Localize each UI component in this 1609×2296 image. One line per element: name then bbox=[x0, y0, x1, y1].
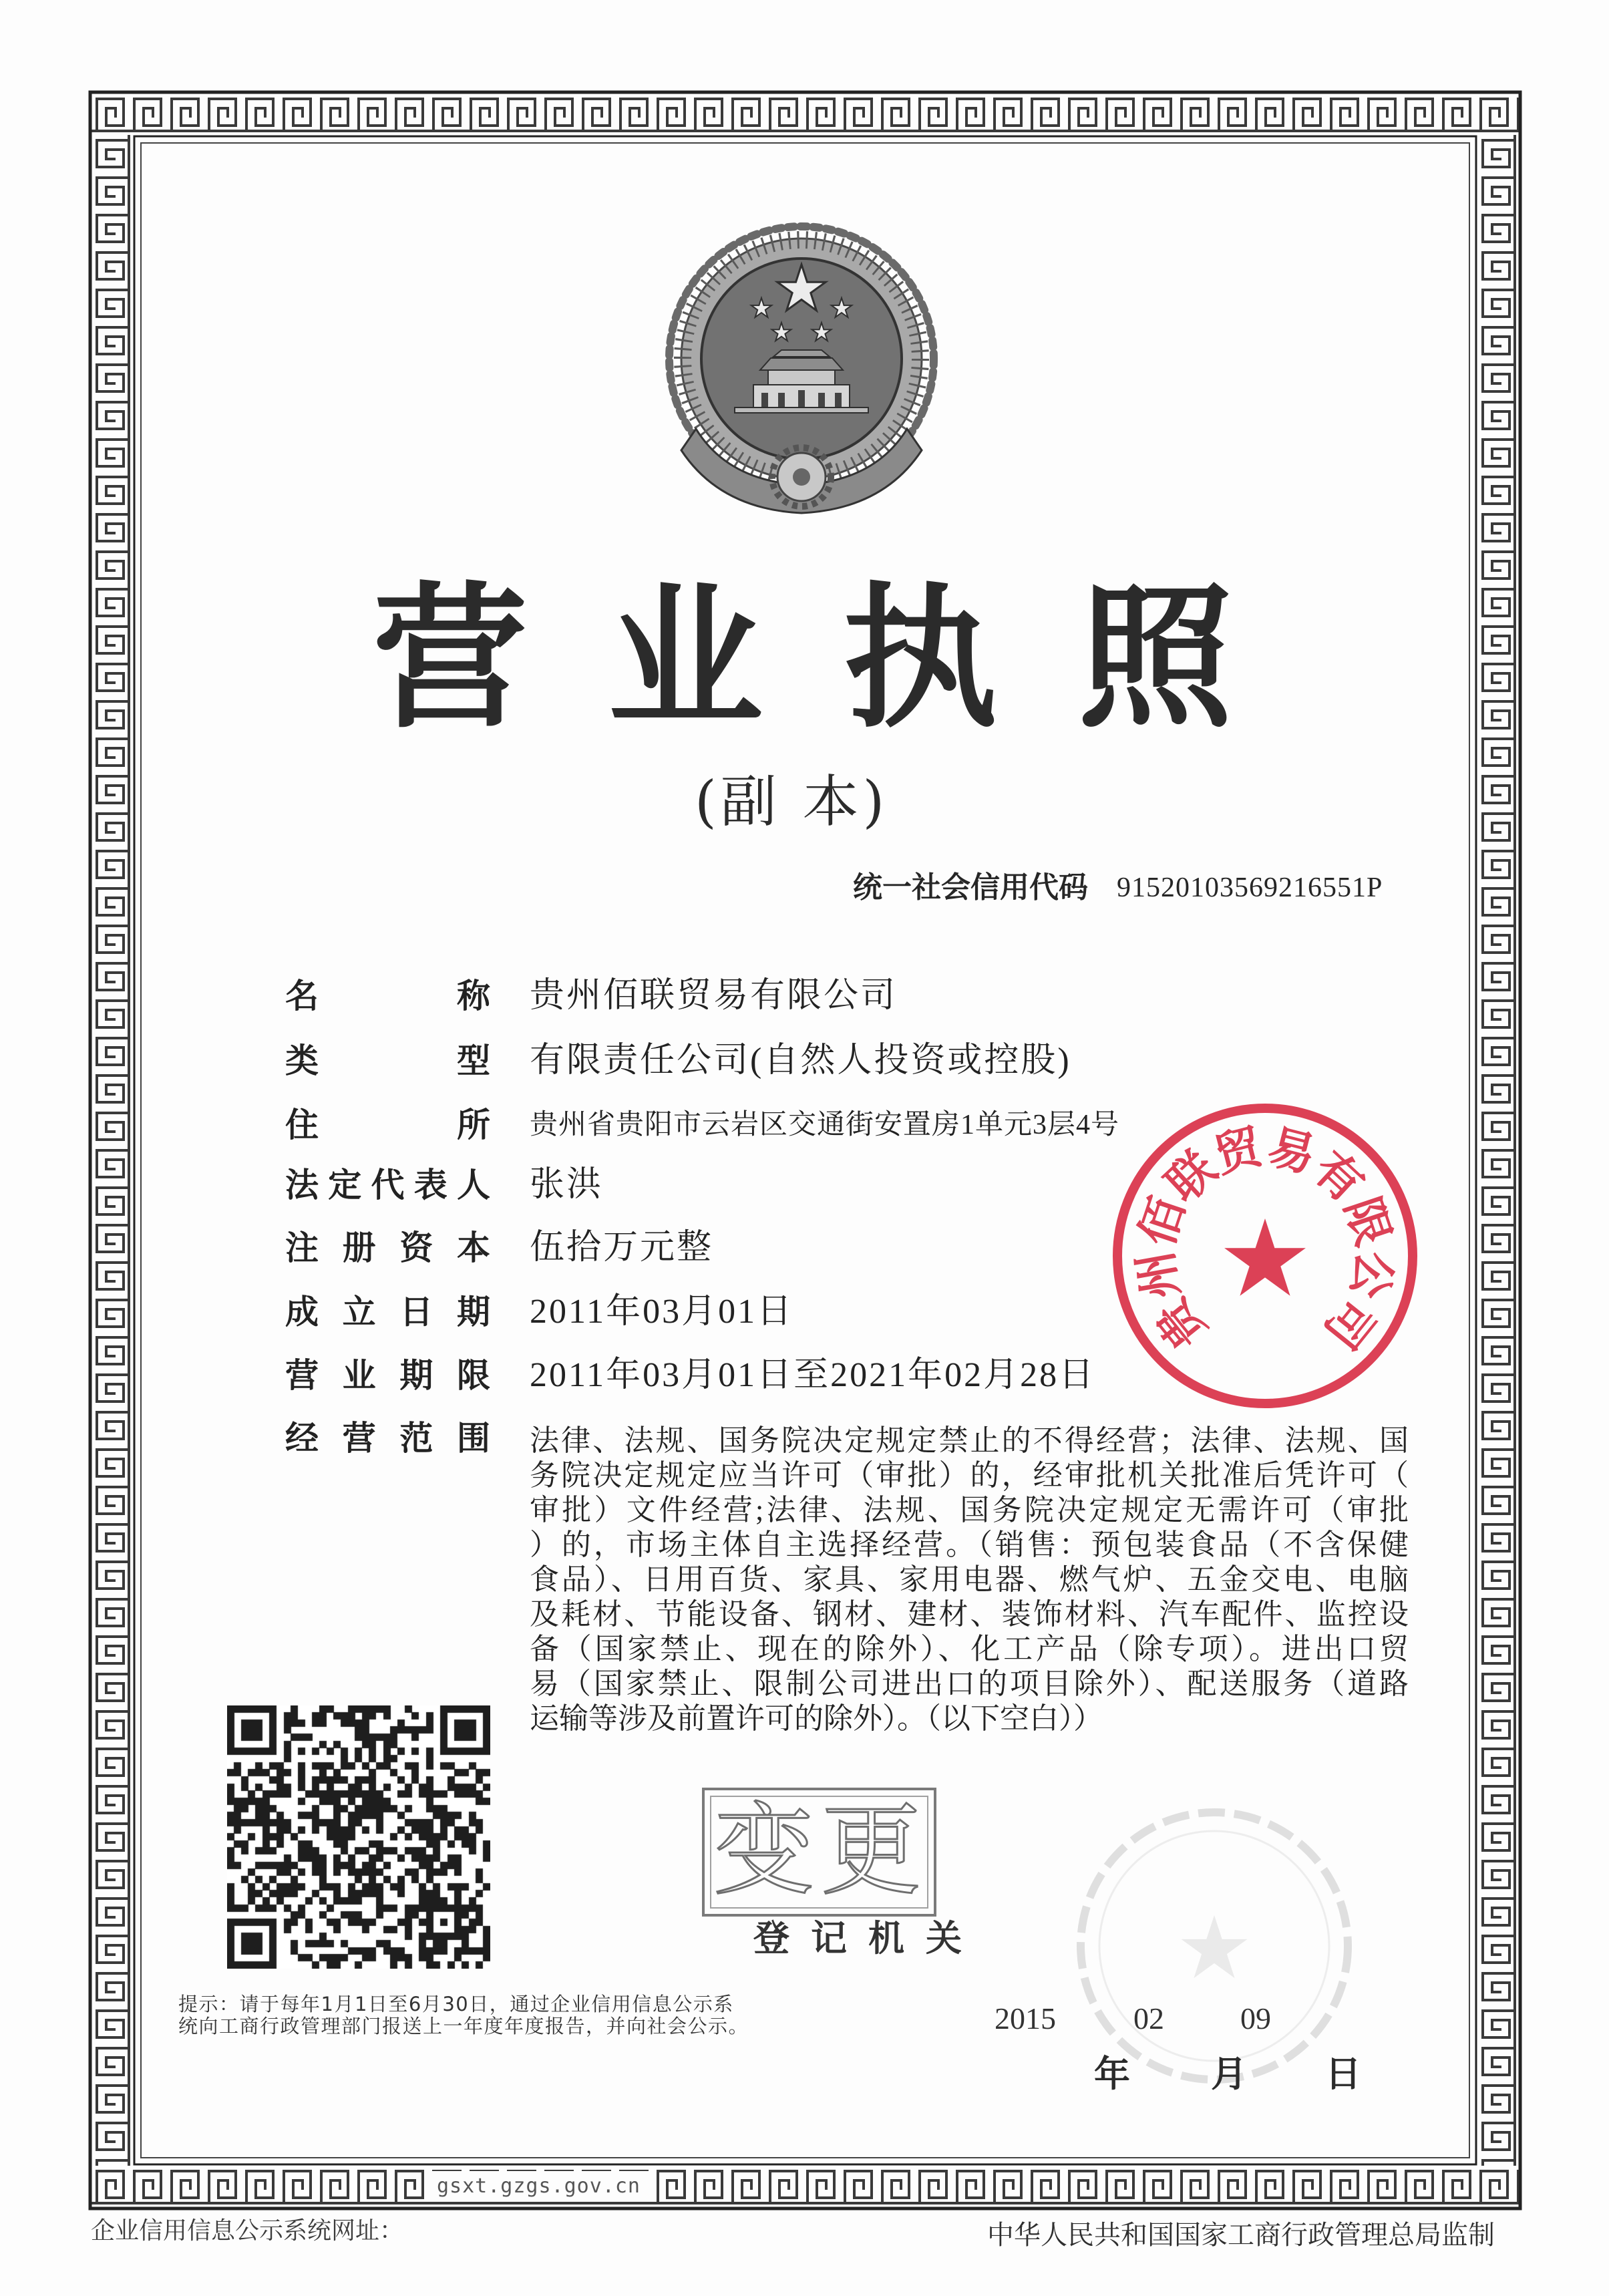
website-url: gsxt.gzgs.gov.cn bbox=[437, 2174, 641, 2198]
seal-text: 贵州佰联贸易有限公司 bbox=[1127, 1118, 1403, 1359]
business-scope-line: 法律、法规、国务院决定规定禁止的不得经营；法律、法规、国 bbox=[530, 1424, 1409, 1457]
field-value-address: 贵州省贵阳市云岩区交通街安置房1单元3层4号 bbox=[530, 1110, 1120, 1140]
credit-code-value: 91520103569216551P bbox=[1117, 872, 1383, 903]
notice-line: 统向工商行政管理部门报送上一年度年度报告，并向社会公示。 bbox=[178, 2015, 749, 2037]
field-value-legal-representative: 张洪 bbox=[530, 1166, 604, 1204]
registration-year: 2015 bbox=[995, 2001, 1056, 2035]
national-emblem-icon bbox=[655, 215, 948, 522]
notice-line: 提示：请于每年1月1日至6月30日，通过企业信用信息公示系 bbox=[178, 1993, 734, 2015]
year-unit: 年 bbox=[1094, 2053, 1130, 2095]
field-label-legal-representative: 法定代表人 bbox=[285, 1166, 490, 1204]
website-label: 企业信用信息公示系统网址： bbox=[91, 2217, 404, 2245]
star-icon bbox=[1182, 1915, 1248, 1978]
field-value-registered-capital: 伍拾万元整 bbox=[530, 1228, 714, 1267]
day-unit: 日 bbox=[1325, 2053, 1361, 2095]
field-label-registered-capital: 注册资本 bbox=[285, 1228, 490, 1267]
registration-authority-label: 登记机关 bbox=[753, 1917, 983, 1959]
field-label-type: 类型 bbox=[285, 1041, 490, 1080]
business-scope-line: 食品）、日用百货、家具、家用电器、燃气炉、五金交电、电脑 bbox=[530, 1563, 1409, 1596]
field-label-established-date: 成立日期 bbox=[285, 1293, 490, 1331]
credit-code-label: 统一社会信用代码 bbox=[853, 870, 1088, 905]
change-stamp bbox=[702, 1788, 936, 1917]
business-scope-line: 审批）文件经营;法律、法规、国务院决定规定无需许可（审批 bbox=[530, 1494, 1409, 1526]
field-label-business-term: 营业期限 bbox=[285, 1356, 490, 1395]
business-scope-line: ）的，市场主体自主选择经营。（销售：预包装食品（不含保健 bbox=[530, 1528, 1409, 1561]
registration-month: 02 bbox=[1133, 2001, 1164, 2035]
document-title: 营业执照 bbox=[373, 568, 1314, 749]
field-label-business-scope: 经营范围 bbox=[285, 1419, 490, 1458]
star-icon bbox=[1224, 1218, 1306, 1296]
business-scope-line: 易（国家禁止、限制公司进出口的项目除外）、配送服务（道路 bbox=[530, 1667, 1409, 1700]
registration-authority-seal bbox=[1067, 1799, 1361, 2093]
field-value-name: 贵州佰联贸易有限公司 bbox=[530, 977, 898, 1015]
registration-day: 09 bbox=[1240, 2001, 1271, 2035]
company-seal bbox=[1110, 1101, 1420, 1411]
business-scope-line: 运输等涉及前置许可的除外）。（以下空白）） bbox=[530, 1702, 1103, 1735]
business-scope-line: 及耗材、节能设备、钢材、建材、装饰材料、汽车配件、监控设 bbox=[530, 1598, 1409, 1631]
business-scope-line: 务院决定规定应当许可（审批）的，经审批机关批准后凭许可（ bbox=[530, 1459, 1409, 1492]
document-subtitle: (副 本) bbox=[695, 769, 889, 834]
field-value-established-date: 2011年03月01日 bbox=[530, 1293, 794, 1331]
business-scope-text bbox=[530, 1424, 1409, 1736]
business-scope-line: 备（国家禁止、现在的除外）、化工产品（除专项）。进出口贸 bbox=[530, 1633, 1409, 1665]
field-label-address: 住所 bbox=[285, 1106, 490, 1144]
change-stamp-text: 变更 bbox=[714, 1793, 928, 1909]
qr-code bbox=[227, 1705, 490, 1969]
month-unit: 月 bbox=[1211, 2053, 1247, 2095]
field-value-business-term: 2011年03月01日至2021年02月28日 bbox=[530, 1356, 1096, 1394]
supervisor-text: 中华人民共和国国家工商行政管理总局监制 bbox=[987, 2220, 1495, 2251]
field-value-type: 有限责任公司(自然人投资或控股) bbox=[530, 1041, 1071, 1080]
field-label-name: 名称 bbox=[285, 977, 490, 1015]
